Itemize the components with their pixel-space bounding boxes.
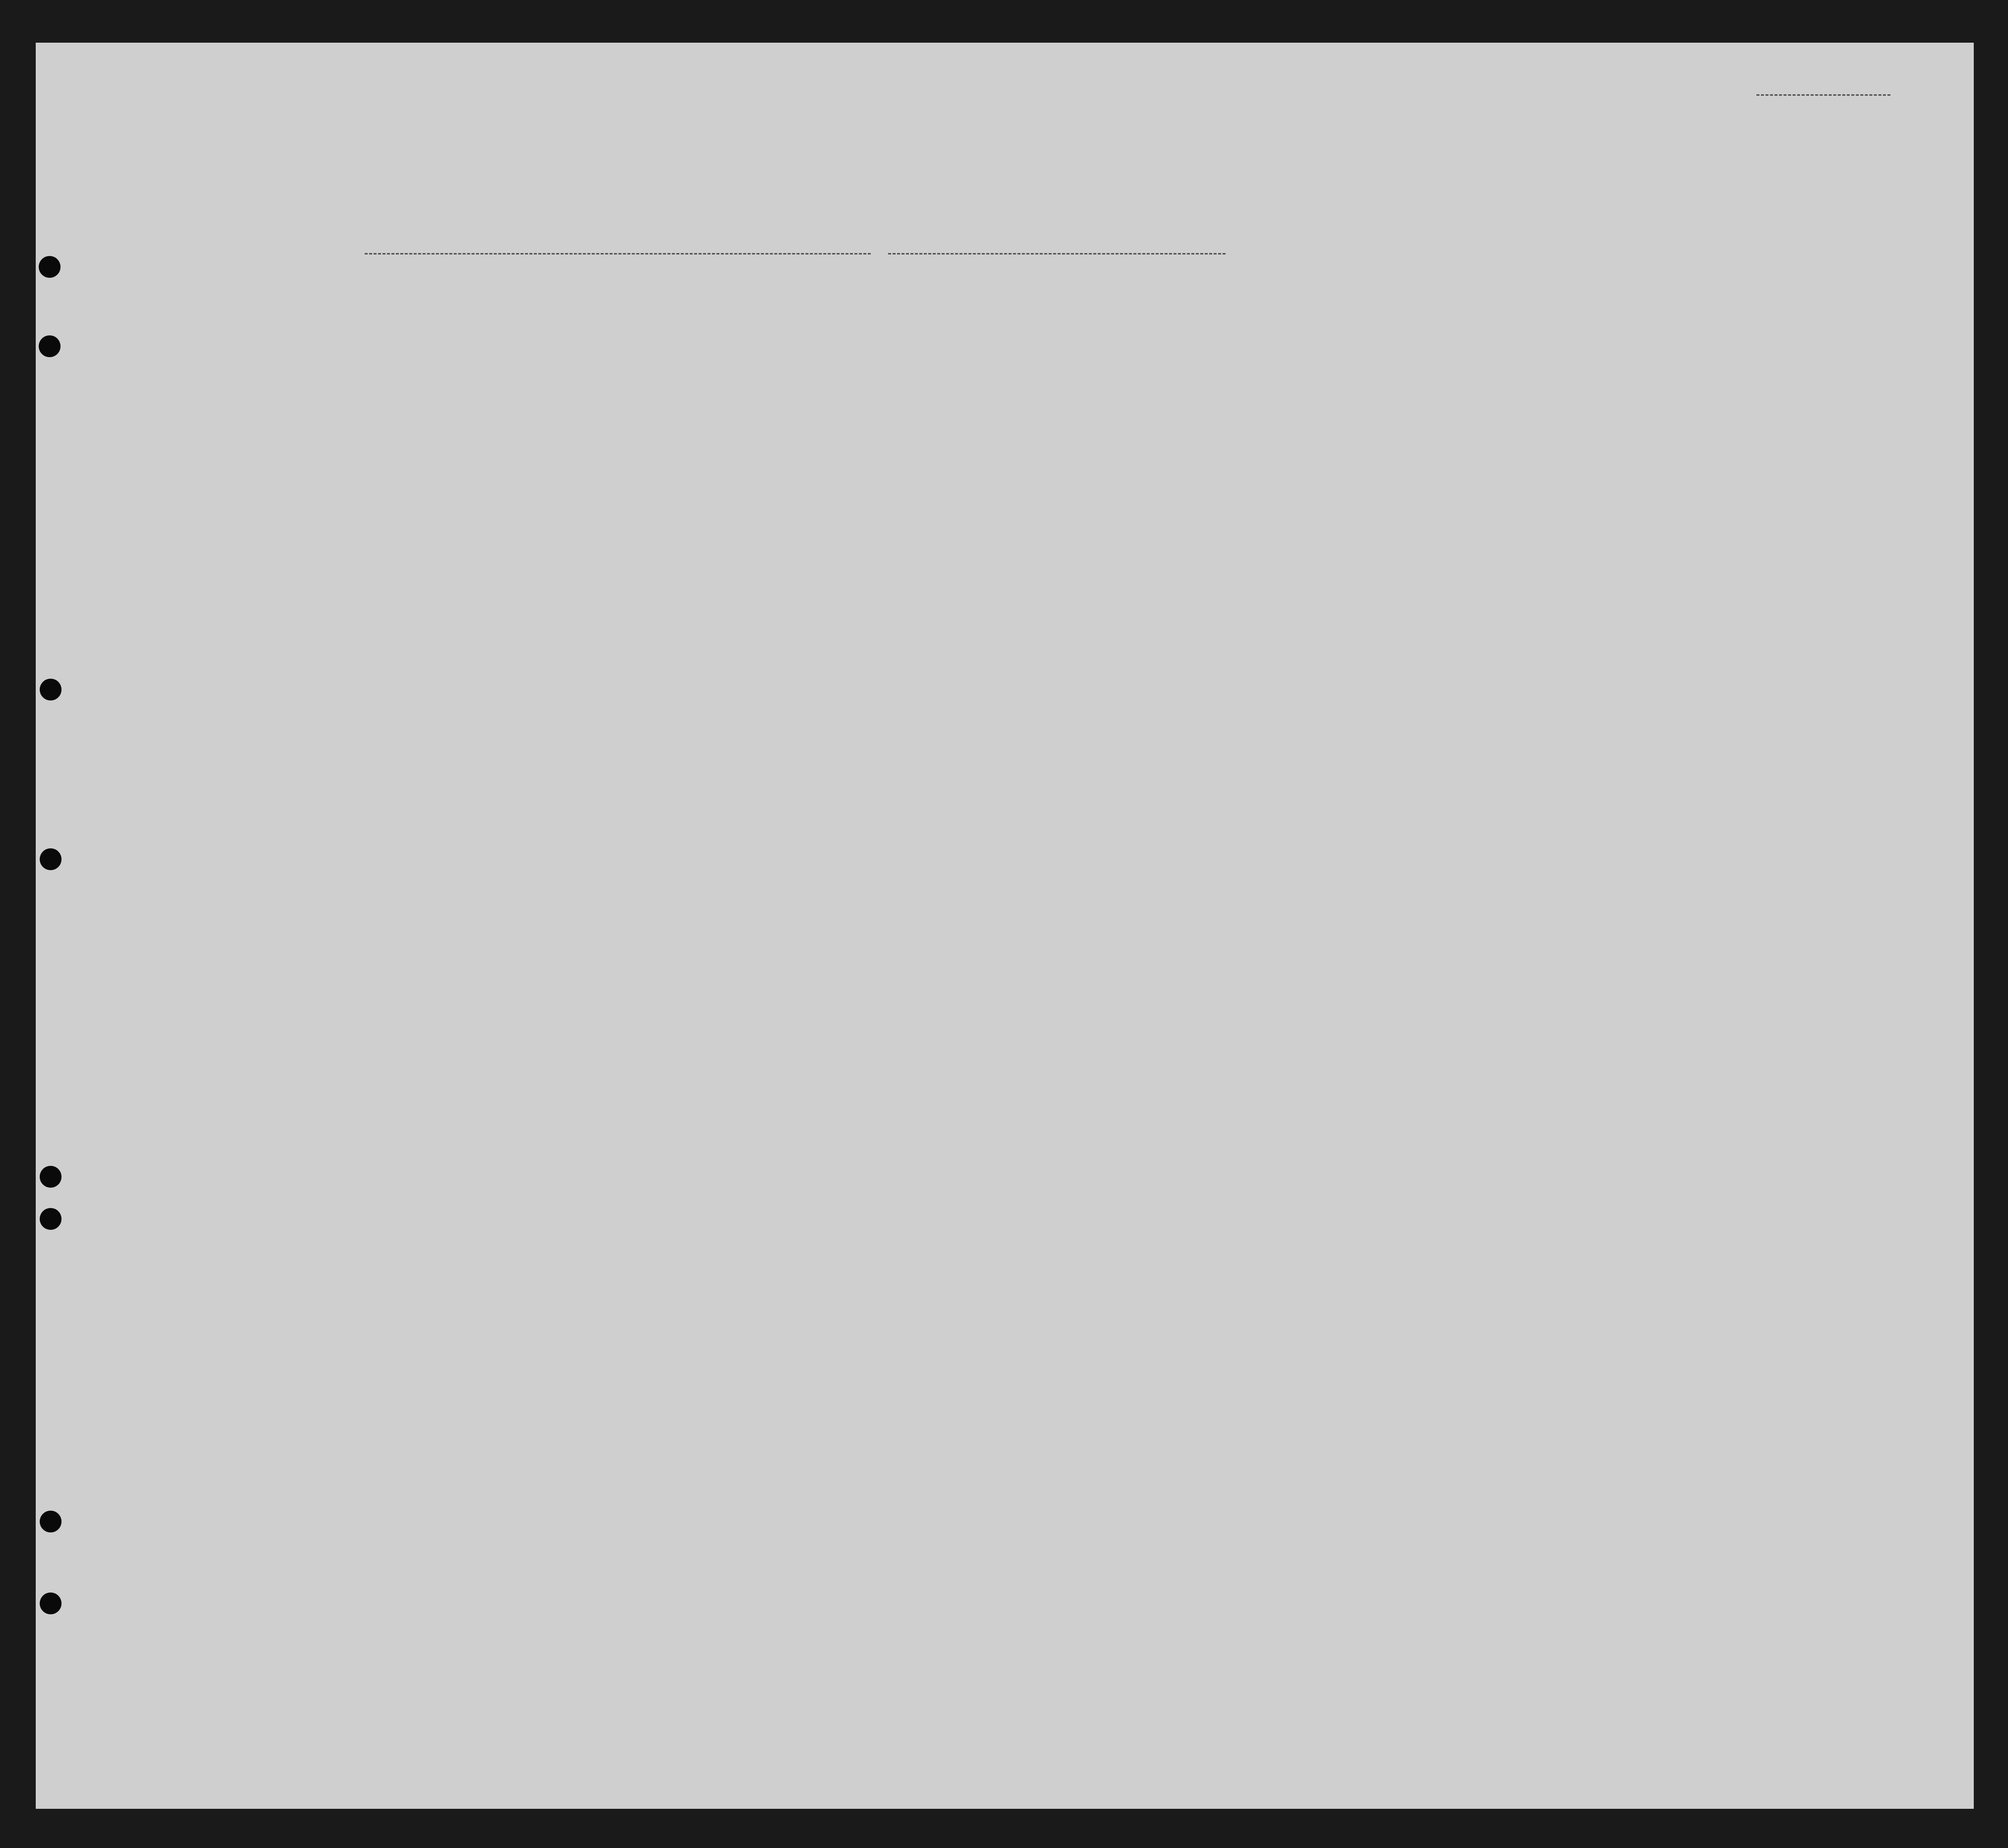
header-33-feet (1637, 397, 1647, 437)
header-29 (1375, 318, 1425, 442)
header-24a (1130, 325, 1162, 444)
header-30a (1428, 318, 1468, 442)
header-33-inches (1665, 397, 1675, 437)
header-30b (1472, 318, 1502, 442)
header-27 (1331, 318, 1345, 442)
header-28 (1359, 318, 1372, 442)
header-25 (1274, 318, 1301, 442)
header-21 (701, 318, 720, 442)
header-26 (1304, 318, 1329, 442)
header-24b (1196, 325, 1216, 444)
header-19 (571, 318, 598, 442)
